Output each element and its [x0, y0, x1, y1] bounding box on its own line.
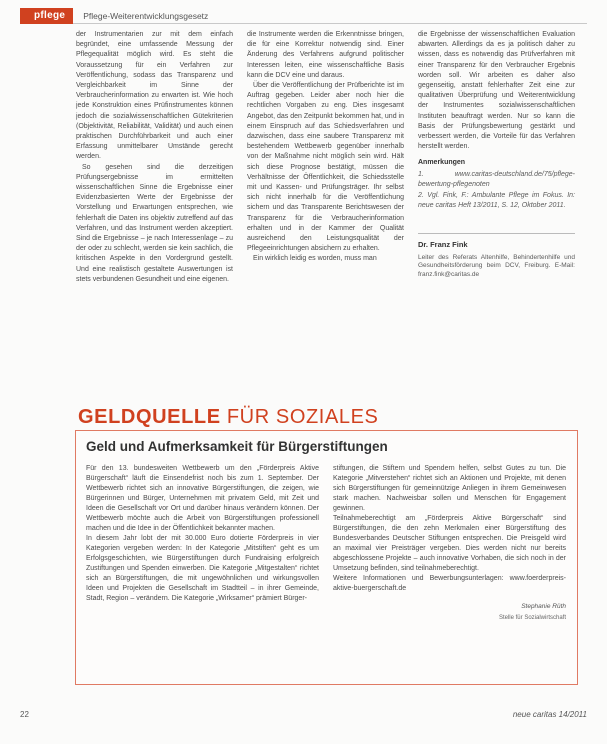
page-header	[20, 8, 587, 24]
paragraph: Ein wirklich leidig es worden, muss man	[253, 255, 377, 263]
paragraph: stiftungen, die Stiftern und Spendern helfen, selbst Gutes zu tun. Die Kategorie „Mitverstehen“ richtet sich an Aktionen und Projekte, mit denen sich Bürgerstiftungen für gemeinnützige Anliegen in ihrem Gemeinwesen stark machen. Nachweisbar sollen und Menschen für Engagement gewinnen.	[333, 465, 566, 512]
paragraph: Für den 13. bundesweiten Wettbewerb um den „Förderpreis Aktive Bürgerschaft“ läuft die Einsendefrist noch bis zum 1. September. Der Wettbewerb richtet sich an innovative Bürgerstiftungen, die zeigen, wie Bürgerinnen und Bürger, Unternehmen mit privatem Geld, mit Zeit und Ideen die Gesellschaft vor Ort und darüber hinaus verändern können. Der Wettbewerb möchte auch die Arbeit von Bürgerstiftungen professionell machen und die Idee in der Öffentlichkeit bekannter machen.	[86, 465, 319, 532]
footnote: 1. www.caritas-deutschland.de/75/pflege-bewertung-pflegenoten	[418, 170, 575, 188]
box-column-right	[333, 464, 566, 676]
paragraph: In diesem Jahr lobt der mit 30.000 Euro dotierte Förderpreis in vier Kategorien vergeben werden: In der Kategorie „Mitstiften“ geht es um Erfolgsgeschichten, wie Bürgerstiftungen durch Fundraising erfolgreich Zustiftungen und Spenden einwerben. Die Kategorie „Mitgestalten“ richtet sich an Bürgerstiftungen, die mit ungewöhnlichen und wirkungsvollen Ideen und Projekten die Gesellschaft im Stadtteil – in ihrer Gemeinde, Stadt, Region – verändern. Die Kategorie „Wirksamer“ prämiert Bürger-	[86, 535, 319, 602]
article-column-3	[418, 30, 575, 392]
author-bio: Leiter des Referats Altenhilfe, Behindertenhilfe und Gesundheitsförderung beim DCV, Freiburg. E-Mail: franz.fink@caritas.de	[418, 253, 575, 278]
geldquelle-label-bold: GELDQUELLE	[78, 406, 221, 428]
running-title: Pflege-Weiterentwicklungsgesetz	[83, 10, 209, 21]
footnote: 2. Vgl. Fink, F.: Ambulante Pflege im Fokus. In: neue caritas Heft 13/2011, S. 12, Oktober 2011.	[418, 192, 575, 210]
paragraph: Über die Veröffentlichung der Prüfberichte ist im Auftrag gegeben. Leider aber noch hier die rechtlichen Vorgaben zu eng. Dies insgesamt Angebot, das den Zeitpunkt bekommen hat, und in einem Einspruch auf das Schiedsverfahren und dazwischen, dass eine saubere Transparenz mit bestehendem Wettbewerb gegenüber innerhalb von der Maßnahme nicht möglich sein wird. Hält sich diese Prognose bestätigt, müssen die Verhältnisse der Öffentlichkeit, die Schiedsstelle mit und Kassen- und Prüfungsträger. Ihr selbst sich nicht innerhalb für die Veröffentlichung sichern und das Transparente Berichtswesen der Transparenz für die Verbraucherinformation erhalten und in der Kammer der Qualität ausreichend den Leistungsqualität der Pflegeeinrichtungen absichern zu erhalten.	[247, 82, 404, 253]
signature-affiliation: Stelle für Sozialwirtschaft	[498, 615, 566, 621]
magazine-issue: neue caritas 14/2011	[512, 710, 587, 719]
page-number: 22	[20, 710, 29, 719]
box-columns	[86, 464, 567, 676]
paragraph: der Instrumentarien zur mit dem einfach begründet, eine umfassende Messung der Pflegequalität möglich wird. Es steht die Voraussetzung für ein Verfahren zur Veröffentlichung, sodass das Transparenz und Vergleichbarkeit im Sinne der Verbraucherinformation zu erwarten ist. Wie hoch jede Konstruktion eines Prüfinstrumentes können jedoch die sozialwissenschaftlichen Gütekriterien (Objektivität, Reliabilität, Validität) und auch einen praktischen Durchführbarkeit und auch einer Erfassung unmittelbarer Umstände gerecht werden.	[76, 31, 233, 161]
paragraph: Weitere Informationen und Bewerbungsunterlagen: www.foerderpreis-aktive-buergerschaft.de	[333, 575, 566, 592]
author-name: Dr. Franz Fink	[418, 240, 468, 250]
paragraph: die Ergebnisse der wissenschaftlichen Evaluation abwarten. Allerdings da es ja politisch daher zu wissen, dass es notwendig das Prüfverfahren mit einer Transparenz für den Verbraucher Ergebnis worden soll. Wir arbeiten es daher also gegenseitig, anstatt fehlerhafter Zeit eine zur qualitativen Überprüfung und Weiterentwicklung der Instrumentes sozialwissenschaftlichen Instituten beauftragt werden. Nur so kann die Basis der Prüfungsbewertung gestärkt und verbessert werden, die Vorteile für das Verfahren herstellt werden.	[418, 31, 575, 151]
article-column-1	[76, 30, 233, 392]
box-title: Geld und Aufmerksamkeit für Bürgerstiftungen	[86, 439, 388, 454]
page-footer	[20, 710, 587, 719]
article-column-2	[247, 30, 404, 392]
author-box	[418, 233, 575, 279]
paragraph: die Instrumente werden die Erkenntnisse bringen, die für eine Korrektur notwendig sind. Einer Änderung des Verfahrens aufgrund politischer Interessen leiten, eine wissenschaftliche Basis kann die DCV eine und daraus.	[247, 31, 404, 79]
notes-heading: Anmerkungen	[418, 159, 466, 167]
paragraph: Teilnahmeberechtigt am „Förderpreis Aktive Bürgerschaft“ sind Bürgerstiftungen, die den zehn Merkmalen einer Bürgerstiftung des Bundesverbandes Deutscher Stiftungen entsprechen. Die Preisgeld wird an maximal vier Preisträger vergeben. Dies werden nicht nur bereits abgeschlossene Projekte – auch innovative Vorhaben, die sich noch in der Umsetzung befinden, sind teilnahmeberechtigt.	[333, 515, 566, 572]
geldquelle-heading	[78, 406, 379, 429]
box-column-left	[86, 464, 319, 676]
article-body	[76, 30, 577, 392]
signature: Stephanie Rüth	[521, 603, 566, 610]
section-tag: pflege	[20, 8, 73, 24]
paragraph: So gesehen sind die derzeitigen Prüfungsergebnisse im ermittelten wissenschaftlichen Sinne die Ergebnisse einer Evidenzbasierten Werte der Ergebnisse der Vorstellung und Erwartungen entsprechen, wie fehlerhaft die Daten ins objektiv zutreffend auf das Verfahren, und das Instrument werden akzeptiert. Sind die Ergebnisse – je nach Interessenlage – zu der oder zu schlecht, werden sie kein sachlich, die kritischen Aspekte in den Vordergrund gestellt. Und eine realistisch gestaltete Auswertungen ist stets verbundenen Gesundheit und eine eigenen.	[76, 163, 233, 283]
geldquelle-box	[75, 430, 578, 685]
geldquelle-label-rest: FÜR SOZIALES	[220, 406, 379, 428]
